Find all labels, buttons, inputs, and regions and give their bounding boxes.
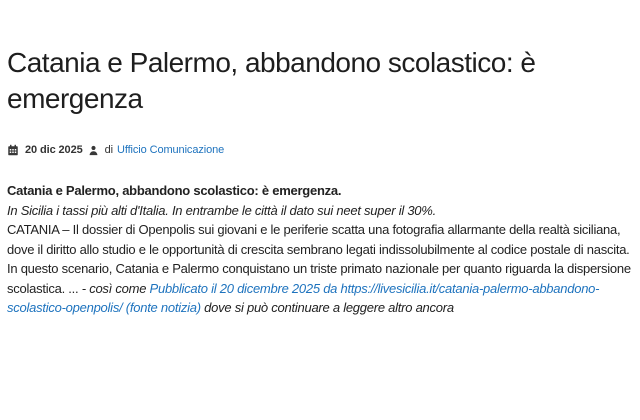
source-intro: - così come: [81, 280, 150, 296]
article-meta: [7, 144, 632, 156]
article-page: [0, 45, 640, 318]
author-prefix: di: [104, 144, 113, 156]
article-body: [7, 181, 632, 318]
page-title: Catania e Palermo, abbandono scolastico: è emergenza: [7, 47, 536, 114]
author-link[interactable]: Ufficio Comunicazione: [117, 144, 225, 156]
lead-bold: Catania e Palermo, abbandono scolastico: è emergenza.: [7, 183, 342, 198]
user-icon: [88, 145, 99, 156]
calendar-icon: [7, 144, 19, 156]
paragraph-text: CATANIA – Il dossier di Openpolis sui giovani e le periferie scatta una fotografia allarmante della realtà siciliana, dove il diritto allo studio e le opportunità di crescita sembrano legati indissolubilmente al codice postale di nascita. In questo scenario, Catania e Palermo conquistano un triste primato nazionale per quanto riguarda la dispersione scolastica. ...: [7, 222, 631, 296]
publish-date: 20 dic 2025: [25, 144, 83, 156]
lead-italic: In Sicilia i tassi più alti d'Italia. In entrambe le città il dato sui neet super il 30%.: [7, 202, 436, 218]
source-link[interactable]: Pubblicato il 20 dicembre 2025 da https://livesicilia.it/catania-palermo-abbandono-scolastico-openpolis/ (fonte notizia): [7, 280, 600, 315]
closing-note: dove si può continuare a leggere altro ancora: [200, 300, 454, 315]
